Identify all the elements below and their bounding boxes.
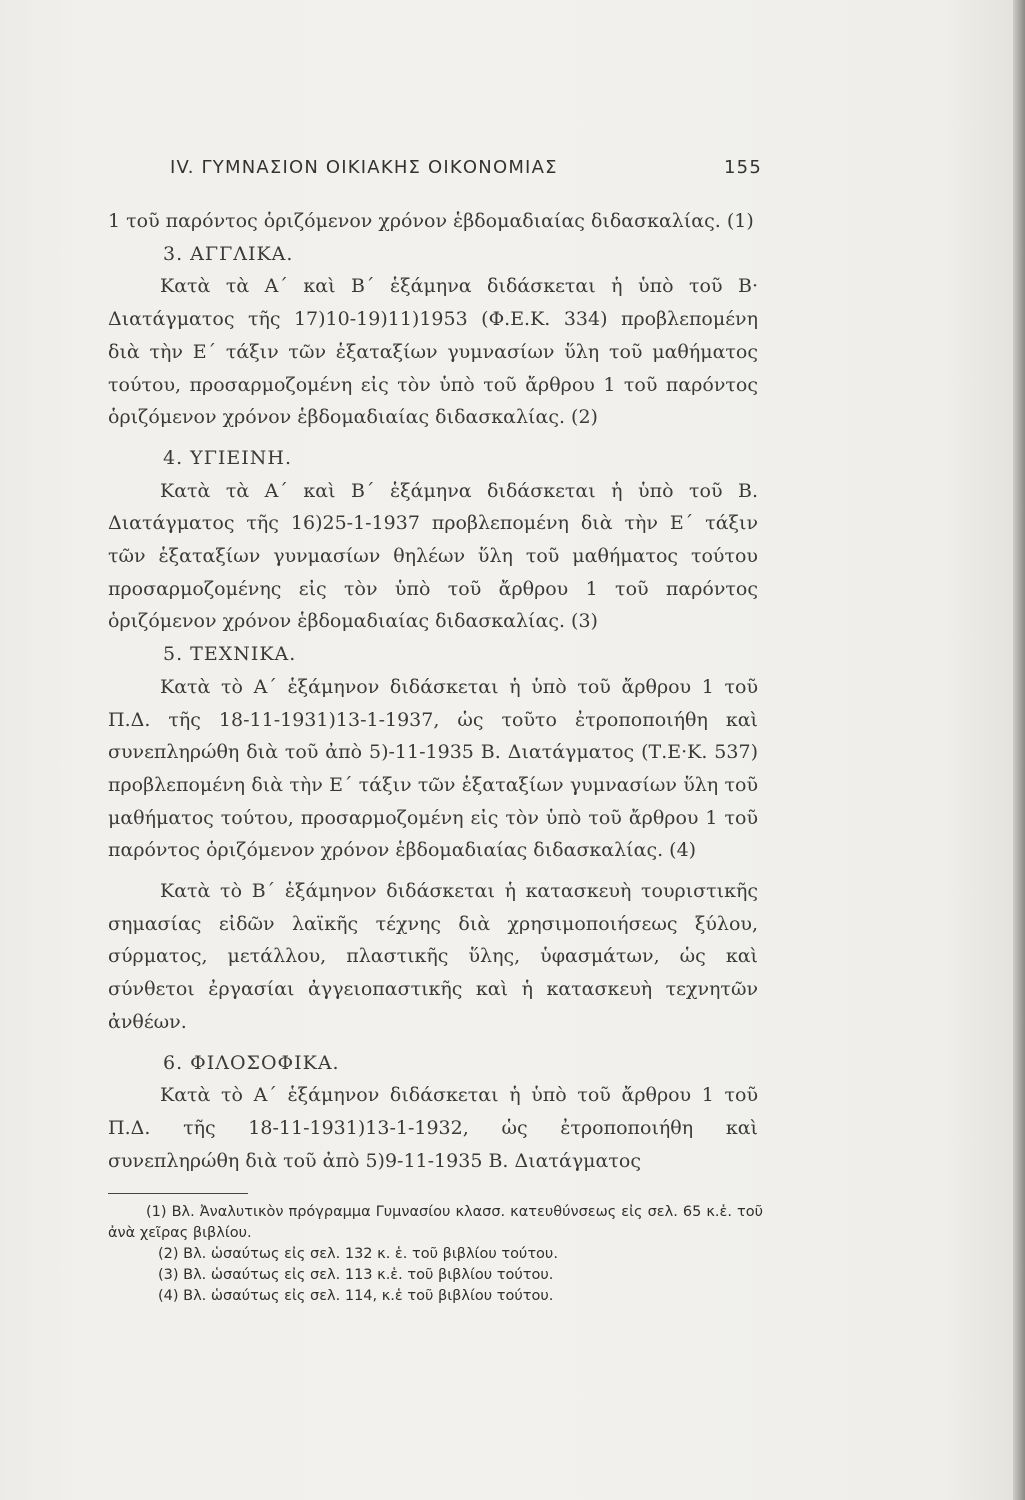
section-paragraph-hygiene: Κατὰ τὰ Α΄ καὶ Β΄ ἑξάμηνα διδάσκεται ἡ ὑπὸ τοῦ Β. Διατάγματος τῆς 16)25-1-1937 προβλεπομένη διὰ τὴν Ε΄ τάξιν τῶν ἑξαταξίων γυνμασίων θηλέων ὕλη τοῦ μαθήματος τούτου προσαρμοζομένης εἰς τὸν ὑπὸ τοῦ ἄρθρου 1 τοῦ παρόντος ὁριζόμενον χρόνον ἑβδομαδιαίας διδασκαλίας. (3): [108, 479, 758, 633]
body-text: [108, 205, 758, 1177]
footnote-1: (1) Βλ. Ἀναλυτικὸν πρόγραμμα Γυμνασίου κλασσ. κατευθύνσεως εἰς σελ. 65 κ.ἑ. τοῦ ἀνὰ χεῖρας βιβλίου.: [108, 1204, 763, 1241]
section-paragraph-english: Κατὰ τὰ Α΄ καὶ Β΄ ἑξάμηνα διδάσκεται ἡ ὑπὸ τοῦ Β· Διατάγματος τῆς 17)10-19)11)1953 (Φ.Ε.Κ. 334) προβλεπομένη διὰ τὴν Ε΄ τάξιν τῶν ἑξαταξίων γυμνασίων ὕλη τοῦ μαθήματος τούτου, προσαρμοζομένη εἰς τὸν ὑπὸ τοῦ ἄρθρου 1 τοῦ παρόντος ὁριζόμενον χρόνον ἑβδομαδιαίας διδασκαλίας. (2): [108, 275, 758, 429]
section-paragraph-technical-1: Κατὰ τὸ Α΄ ἑξάμηνον διδάσκεται ἡ ὑπὸ τοῦ ἄρθρου 1 τοῦ Π.Δ. τῆς 18-11-1931)13-1-1937, ὡς τοῦτο ἐτροποποιήθη καὶ συνεπληρώθη διὰ τοῦ ἀπὸ 5)-11-1935 Β. Διατάγματος (Τ.Ε·Κ. 537) προβλεπομένη διὰ τὴν Ε΄ τάξιν τῶν ἑξαταξίων γυμνασίων ὕλη τοῦ μαθήματος τούτου, προσαρμοζομένη εἰς τὸν ὑπὸ τοῦ ἄρθρου 1 τοῦ παρόντος ὁριζόμενον χρόνον ἑβδομαδιαίας διδασκαλίας. (4): [108, 675, 758, 862]
intro-paragraph: 1 τοῦ παρόντος ὁριζόμενον χρόνον ἑβδομαδιαίας διδασκαλίας. (1): [108, 210, 754, 232]
section-paragraph-technical-2: Κατὰ τὸ Β΄ ἑξάμηνον διδάσκεται ἡ κατασκευὴ τουριστικῆς σημασίας εἰδῶν λαϊκῆς τέχνης διὰ χρησιμοποιήσεως ξύλου, σύρματος, μετάλλου, πλαστικῆς ὕλης, ὑφασμάτων, ὡς καὶ σύνθετοι ἐργασίαι ἀγγειοπαστικῆς καὶ ἡ κατασκευὴ τεχνητῶν ἀνθέων.: [108, 880, 758, 1033]
section-heading-philosophy: 6. ΦΙΛΟΣΟΦΙΚΑ.: [163, 1051, 340, 1074]
running-header: [170, 157, 762, 183]
footnote-3: (3) Βλ. ὡσαύτως εἰς σελ. 113 κ.ἑ. τοῦ βιβλίου τούτου.: [158, 1267, 554, 1283]
footnote-4: (4) Βλ. ὡσαύτως εἰς σελ. 114, κ.ἑ τοῦ βιβλίου τούτου.: [158, 1288, 554, 1304]
section-heading-english: 3. ΑΓΓΛΙΚΑ.: [163, 242, 294, 265]
section-paragraph-philosophy: Κατὰ τὸ Α΄ ἑξάμηνον διδάσκεται ἡ ὑπὸ τοῦ ἄρθρου 1 τοῦ Π.Δ. τῆς 18-11-1931)13-1-1932, ὡς ἐτροποποιήθη καὶ συνεπληρώθη διὰ τοῦ ἀπὸ 5)9-11-1935 Β. Διατάγματος: [108, 1084, 758, 1172]
section-heading-hygiene: 4. ΥΓΙΕΙΝΗ.: [163, 446, 293, 469]
section-heading-technical: 5. ΤΕΧΝΙΚΑ.: [163, 643, 297, 666]
footnote-rule: [108, 1193, 248, 1194]
chapter-title: IV. ΓΥΜΝΑΣΙΟΝ ΟΙΚΙΑΚΗΣ ΟΙΚΟΝΟΜΙΑΣ: [170, 157, 558, 178]
footnote-2: (2) Βλ. ὡσαύτως εἰς σελ. 132 κ. ἑ. τοῦ βιβλίου τούτου.: [158, 1246, 558, 1262]
page-number: 155: [724, 157, 762, 178]
footnotes: [108, 1202, 763, 1307]
page-edge-shadow: [1013, 0, 1025, 1500]
